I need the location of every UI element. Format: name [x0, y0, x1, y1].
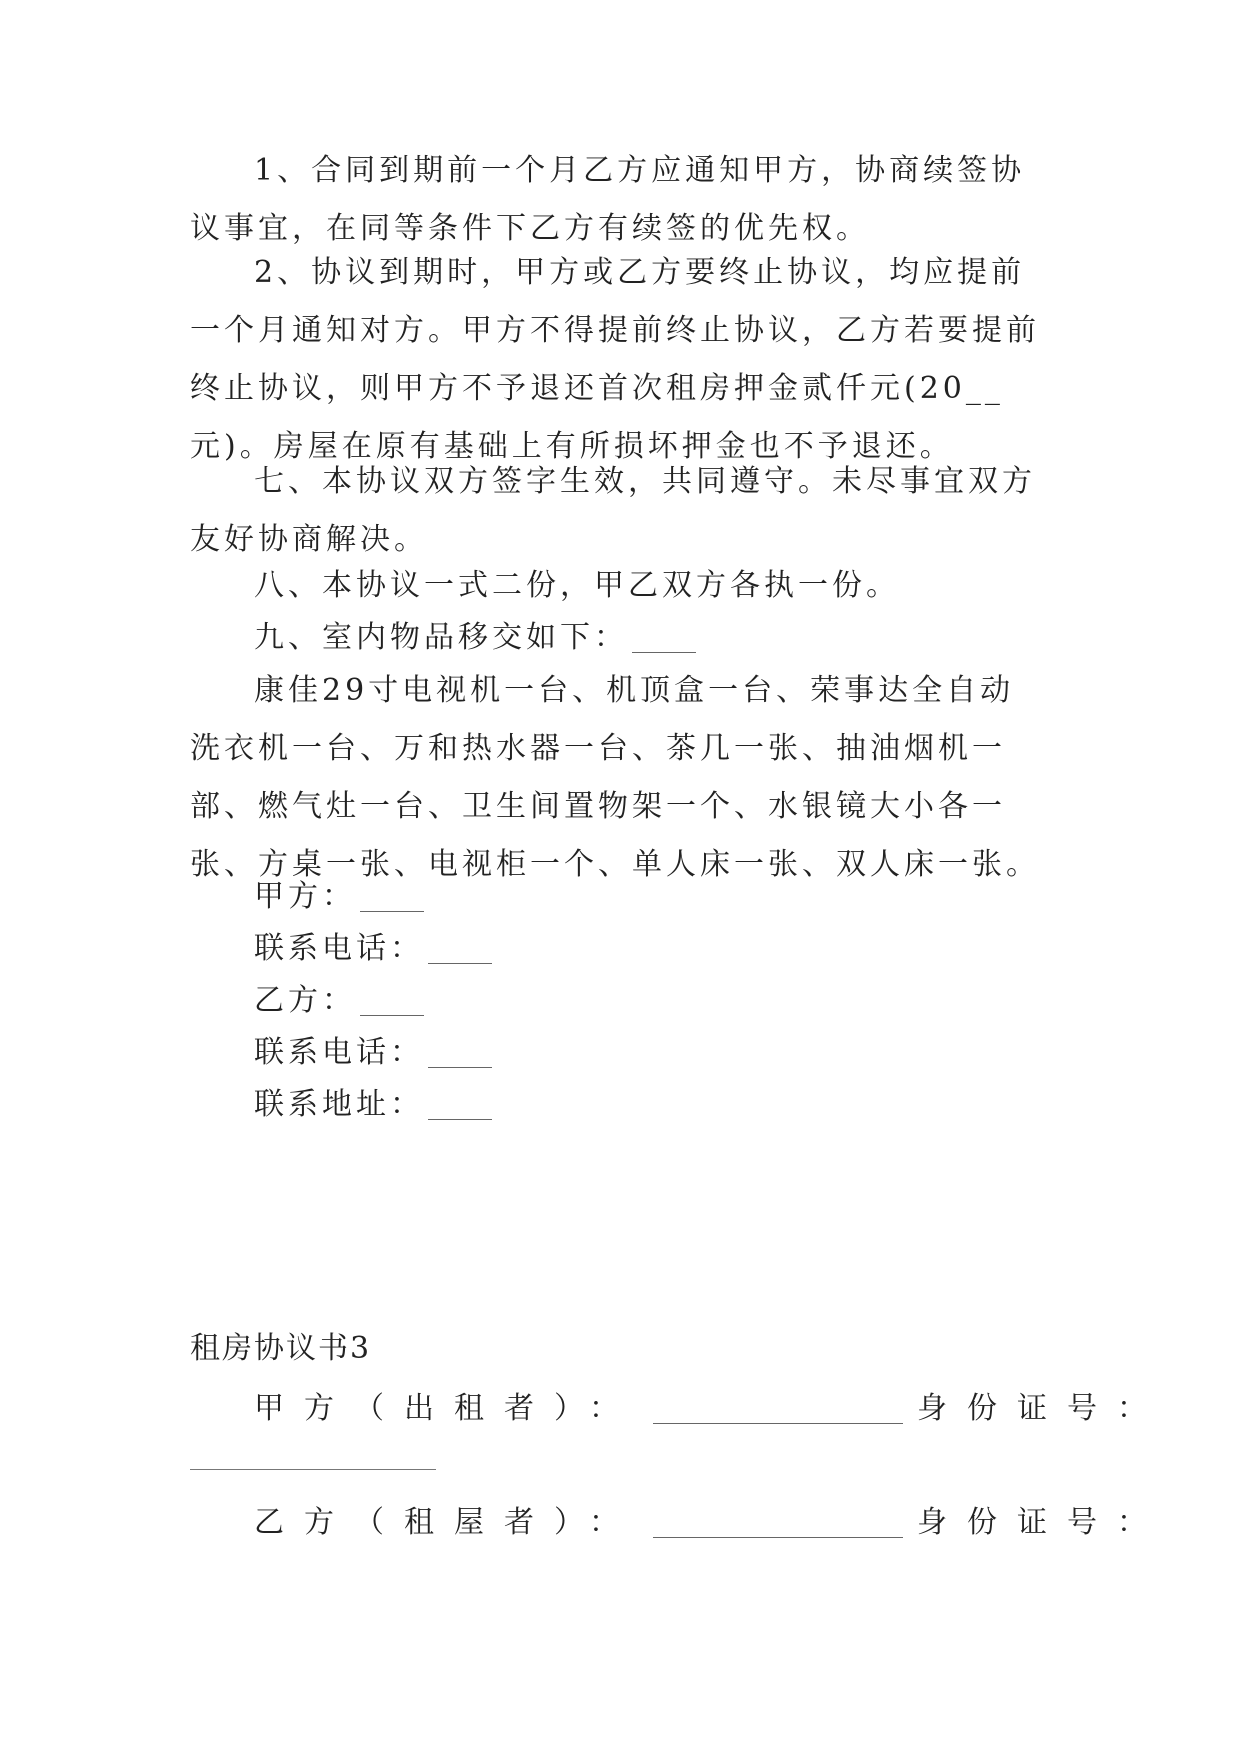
clause-8 [254, 557, 900, 615]
clause-9-text: 九、室内物品移交如下： [254, 620, 628, 655]
party-a-label: 甲方： [254, 879, 356, 914]
address-b-line [254, 1076, 492, 1134]
party-b-label: 乙方： [254, 983, 356, 1018]
clause-9 [254, 609, 696, 667]
lessor-id-label: 身份证号： [917, 1391, 1167, 1426]
clause-7: 七、本协议双方签字生效，共同遵守。未尽事宜双方友好协商解决。 [190, 464, 1036, 557]
lessee-line [254, 1494, 1167, 1552]
phone-b-line [254, 1024, 492, 1082]
clause-8-text: 八、本协议一式二份，甲乙双方各执一份。 [254, 568, 900, 603]
lessee-label: 乙方（租屋者）： [254, 1505, 639, 1540]
blank-line [653, 1422, 903, 1424]
blank-line [428, 962, 492, 964]
address-b-label: 联系地址： [254, 1087, 424, 1122]
blank-line [428, 1066, 492, 1068]
clause-2: 2、协议到期时，甲方或乙方要终止协议，均应提前一个月通知对方。甲方不得提前终止协议，乙方若要提前终止协议，则甲方不予退还首次租房押金贰仟元(20__元)。房屋在原有基础上有所损坏押金也不予退还。 [190, 255, 1040, 464]
clause-1: 1、合同到期前一个月乙方应通知甲方，协商续签协议事宜，在同等条件下乙方有续签的优先权。 [190, 153, 1026, 246]
phone-b-label: 联系电话： [254, 1035, 424, 1070]
blank-line [653, 1536, 903, 1538]
party-a-line [254, 868, 424, 926]
party-b-line [254, 972, 424, 1030]
lessor-label: 甲方（出租者）： [254, 1391, 639, 1426]
blank-line [360, 910, 424, 912]
id-blank-line [190, 1469, 436, 1470]
phone-a-label: 联系电话： [254, 931, 424, 966]
lessor-line [254, 1380, 1167, 1438]
blank-line [428, 1118, 492, 1120]
blank-line [360, 1014, 424, 1016]
section-title: 租房协议书3 [190, 1331, 372, 1366]
item-list: 康佳29寸电视机一台、机顶盒一台、荣事达全自动洗衣机一台、万和热水器一台、茶几一张、抽油烟机一部、燃气灶一台、卫生间置物架一个、水银镜大小各一张、方桌一张、电视柜一个、单人床一张、双人床一张。 [190, 673, 1040, 882]
lessee-id-label: 身份证号： [917, 1505, 1167, 1540]
blank-line [632, 651, 696, 653]
phone-a-line [254, 920, 492, 978]
